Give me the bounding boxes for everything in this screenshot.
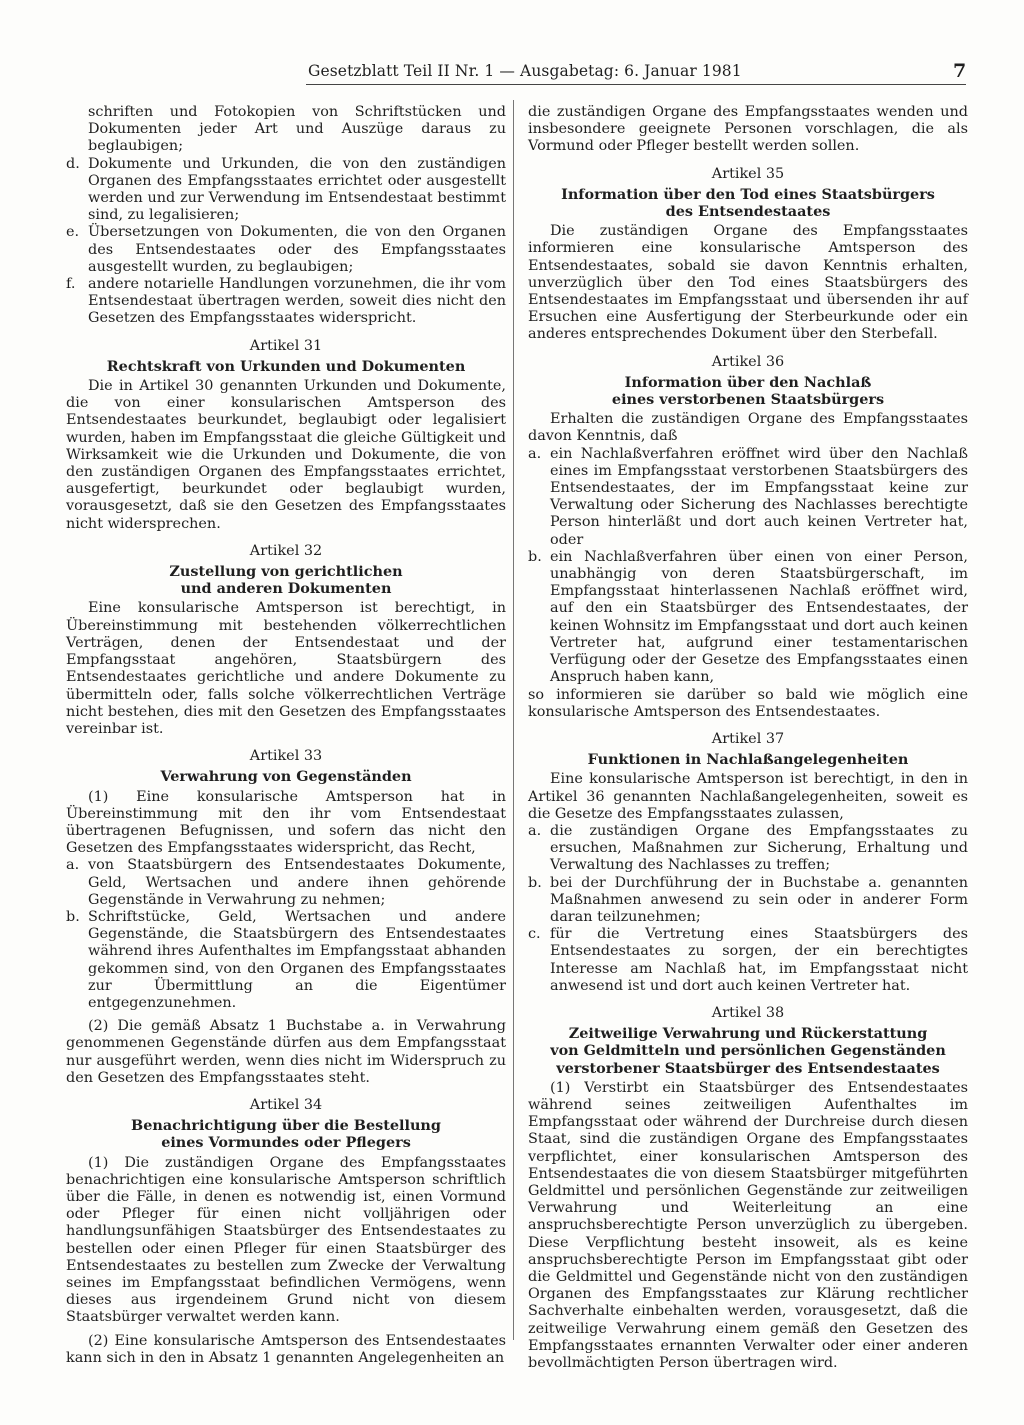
article-35-heading: Artikel 35 [711, 165, 785, 182]
article-33-paragraph-1: (1) Eine konsularische Amtsperson hat in Übereinstimmung mit den ihr vom Entsendestaat übertragenen Befugnissen, und sofern das nicht den Gesetzen des Empfangsstaates widerspricht, das Recht, [66, 788, 506, 857]
list-item [66, 857, 506, 909]
article-36-title [528, 374, 968, 408]
article-36-heading: Artikel 36 [711, 353, 785, 370]
article-33-title [66, 768, 506, 785]
title-line: eines verstorbenen Staatsbürgers [611, 391, 885, 409]
item-label: b. [66, 908, 80, 925]
item-text: Übersetzungen von Dokumenten, die von den Organen des Entsendestaates oder des Empfangsstaates ausgestellt wurden, zu beglaubigen; [88, 224, 506, 275]
title-line: Information über den Nachlaß [624, 373, 872, 391]
page-header [0, 58, 1024, 84]
article-37-intro: Eine konsularische Amtsperson ist berechtigt, in den in Artikel 36 genannten Nachlaßangelegenheiten, soweit es die Gesetze des Empfangsstaates zulassen, [528, 771, 968, 822]
article-34-heading: Artikel 34 [249, 1096, 323, 1113]
item-text: ein Nachlaßverfahren über einen von einer Person, unabhängig von deren Staatsbürgerschaft, im Empfangsstaat hinterlassenen Nachlaß eröffnet wird, auf den ein Staatsbürger des Entsendestaates, der keinen Wohnsitz im Empfangsstaat und dort auch keinen Vertreter hat, aufgrund einer testamentarischen Verfügung oder der Gesetze des Empfangsstaates einen Anspruch haben kann, [550, 548, 968, 686]
item-text: Dokumente und Urkunden, die von den zuständigen Organen des Empfangsstaates errichtet oder ausgestellt werden und zur Verwendung im Entsendestaat bestimmt sind, zu legalisieren; [88, 155, 506, 224]
item-label: e. [66, 224, 80, 241]
item-text: schriften und Fotokopien von Schriftstücken und Dokumenten jeder Art und Auszüge daraus zu beglaubigen; [88, 104, 506, 155]
page-number: 7 [953, 60, 967, 82]
item-label: b. [528, 874, 542, 891]
article-31-heading: Artikel 31 [249, 337, 323, 354]
item-text: für die Vertretung eines Staatsbürgers des Entsendestaates zu sorgen, der ein berechtigtes Interesse am Nachlaß hat, im Empfangsstaat nicht anwesend ist und dort auch keinen Vertreter hat. [550, 926, 968, 994]
article-34-title [66, 1117, 506, 1151]
left-column [66, 104, 506, 1367]
article-38-text: (1) Verstirbt ein Staatsbürger des Entsendestaates während seines zeitweiligen Aufenthaltes im Empfangsstaat oder während der Durchreise durch diesen Staat, sind die zuständigen Organe des Empfangsstaates verpflichtet, einer konsularischen Amtsperson des Entsendestaates die von diesem Staatsbürger mitgeführten Geldmittel und persönlichen Gegenstände zur zeitweiligen Verwahrung und Weiterleitung an eine anspruchsberechtigte Person unverzüglich zu übergeben. Diese Verpflichtung besteht insoweit, als es keine anspruchsberechtigte Person im Empfangsstaat gibt oder die Geldmittel und Gegenstände nicht von den zuständigen Organen des Empfangsstaates zur Klärung rechtlicher Sachverhalte einbehalten werden, vorausgesetzt, daß die zeitweilige Verwahrung einem gemäß den Gesetzen des Empfangsstaates ernannten Verwalter oder einer anderen bevollmächtigten Person übertragen wird. [528, 1079, 968, 1372]
title-line: von Geldmitteln und persönlichen Gegenständen [550, 1042, 946, 1060]
article-35-text: Die zuständigen Organe des Empfangsstaates informieren eine konsularische Amtsperson des Entsendestaates, sobald sie davon Kenntnis erhalten, unverzüglich über den Tod eines Staatsbürgers des Entsendestaates im Empfangsstaat und übersenden ihr auf Ersuchen eine Ausfertigung der Sterbeurkunde oder ein anderes entsprechendes Dokument über den Sterbefall. [528, 223, 968, 343]
item-label: a. [528, 445, 542, 462]
article-36-intro: Erhalten die zuständigen Organe des Empfangsstaates davon Kenntnis, daß [528, 411, 968, 445]
article-34-paragraph-2: (2) Eine konsularische Amtsperson des Entsendestaates kann sich in den in Absatz 1 genannten Angelegenheiten an [66, 1332, 506, 1366]
article-34-continued: die zuständigen Organe des Empfangsstaates wenden und insbesondere geeignete Personen vorschlagen, die als Vormund oder Pfleger bestellt werden sollen. [528, 104, 968, 155]
article-35-title [528, 186, 968, 220]
article-32-title [66, 563, 506, 597]
article-32-heading: Artikel 32 [249, 542, 323, 559]
item-label: f. [66, 276, 76, 293]
title-line: Funktionen in Nachlaßangelegenheiten [587, 751, 909, 769]
list-item [528, 549, 968, 687]
list-item [528, 446, 968, 549]
list-item-c-continued [66, 104, 506, 156]
title-line: eines Vormundes oder Pflegers [161, 1134, 411, 1152]
item-label: a. [528, 822, 542, 839]
header-title: Gesetzblatt Teil II Nr. 1 — Ausgabetag: 6. Januar 1981 [308, 62, 742, 80]
list-item [66, 909, 506, 1012]
header-rule [306, 84, 966, 85]
item-label: d. [66, 155, 80, 172]
item-label: b. [528, 548, 542, 565]
title-line: Information über den Tod eines Staatsbürgers [561, 185, 935, 203]
article-33-heading: Artikel 33 [249, 748, 323, 765]
article-36-outro: so informieren sie darüber so bald wie möglich eine konsularische Amtsperson des Entsendestaates. [528, 686, 968, 720]
item-label: a. [66, 857, 80, 874]
article-37-title [528, 751, 968, 768]
article-37-heading: Artikel 37 [711, 730, 785, 747]
title-line: Verwahrung von Gegenständen [160, 768, 412, 786]
title-line: Benachrichtigung über die Bestellung [131, 1117, 441, 1135]
list-item [528, 823, 968, 875]
title-line: und anderen Dokumenten [180, 580, 392, 598]
article-38-heading: Artikel 38 [711, 1004, 785, 1021]
item-text: von Staatsbürgern des Entsendestaates Dokumente, Geld, Wertsachen und andere ihnen gehörende Gegenstände in Verwahrung zu nehmen; [88, 857, 506, 908]
title-line: verstorbener Staatsbürger des Entsendestaates [556, 1059, 940, 1077]
list-item [528, 926, 968, 995]
list-item [66, 224, 506, 276]
article-33-paragraph-2: (2) Die gemäß Absatz 1 Buchstabe a. in Verwahrung genommenen Gegenstände dürfen aus dem Empfangsstaat nur ausgeführt werden, wenn dies nicht im Widerspruch zu den Gesetzen des Empfangsstaates steht. [66, 1018, 506, 1086]
title-line: Zeitweilige Verwahrung und Rückerstattung [568, 1025, 928, 1043]
article-31-title [66, 358, 506, 375]
item-text: bei der Durchführung der in Buchstabe a. genannten Maßnahmen anwesend zu sein oder in anderer Form daran teilzunehmen; [550, 874, 968, 925]
article-34-paragraph-1: (1) Die zuständigen Organe des Empfangsstaates benachrichtigen eine konsularische Amtsperson schriftlich über die Fälle, in denen es notwendig ist, einen Vormund oder Pfleger für einen nicht volljährigen oder handlungsunfähigen Staatsbürger des Entsendestaates zu bestellen oder einen Pfleger für einen Staatsbürger des Entsendestaates zu bestellen zum Zwecke der Verwaltung seines im Empfangsstaat befindlichen Vermögens, wenn dieses aus irgendeinem Grund nicht von diesem Staatsbürger verwaltet werden kann. [66, 1154, 506, 1326]
title-line: des Entsendestaates [665, 203, 831, 221]
article-38-title [528, 1025, 968, 1077]
list-item [528, 875, 968, 927]
list-items-d-f [66, 156, 506, 328]
list-item [66, 276, 506, 328]
title-line: Zustellung von gerichtlichen [169, 563, 403, 581]
right-column [528, 104, 968, 1372]
article-31-text: Die in Artikel 30 genannten Urkunden und Dokumente, die von einer konsularischen Amtsperson des Entsendestaates beurkundet, beglaubigt oder legalisiert wurden, haben im Empfangsstaat die gleiche Gültigkeit und Wirksamkeit wie die Urkunden und Dokumente, die von den zuständigen Organen des Empfangsstaates errichtet, ausgefertigt, beurkundet oder beglaubigt wurden, vorausgesetzt, daß sie den Gesetzen des Empfangsstaates nicht widersprechen. [66, 378, 506, 532]
item-label: c. [528, 926, 541, 943]
item-text: Schriftstücke, Geld, Wertsachen und andere Gegenstände, die Staatsbürgern des Entsendestaates während ihres Aufenthaltes im Empfangsstaat abhanden gekommen sind, von den Organen des Empfangsstaates zur Übermittlung an die Eigentümer entgegenzunehmen. [88, 908, 506, 1011]
column-divider [513, 100, 514, 1340]
list-item [66, 156, 506, 225]
article-32-text: Eine konsularische Amtsperson ist berechtigt, in Übereinstimmung mit bestehenden völkerrechtlichen Verträgen, denen der Entsendestaat und der Empfangsstaat angehören, Staatsbürgern des Entsendestaates gerichtliche und andere Dokumente zu übermitteln oder, falls solche völkerrechtlichen Verträge nicht bestehen, dies mit den Gesetzen des Empfangsstaates vereinbar ist. [66, 600, 506, 737]
item-text: ein Nachlaßverfahren eröffnet wird über den Nachlaß eines im Empfangsstaat verstorbenen Staatsbürgers des Entsendestaates, der im Empfangsstaat keine zur Verwaltung oder Sicherung des Nachlasses berechtigte Person hinterläßt und dort auch keinen Vertreter hat, oder [550, 445, 968, 548]
title-line: Rechtskraft von Urkunden und Dokumenten [106, 357, 466, 375]
item-text: andere notarielle Handlungen vorzunehmen, die ihr vom Entsendestaat übertragen werden, soweit dies nicht den Gesetzen des Empfangsstaates widerspricht. [88, 276, 506, 327]
item-text: die zuständigen Organe des Empfangsstaates zu ersuchen, Maßnahmen zur Sicherung, Erhaltung und Verwaltung des Nachlasses zu treffen; [550, 822, 968, 874]
